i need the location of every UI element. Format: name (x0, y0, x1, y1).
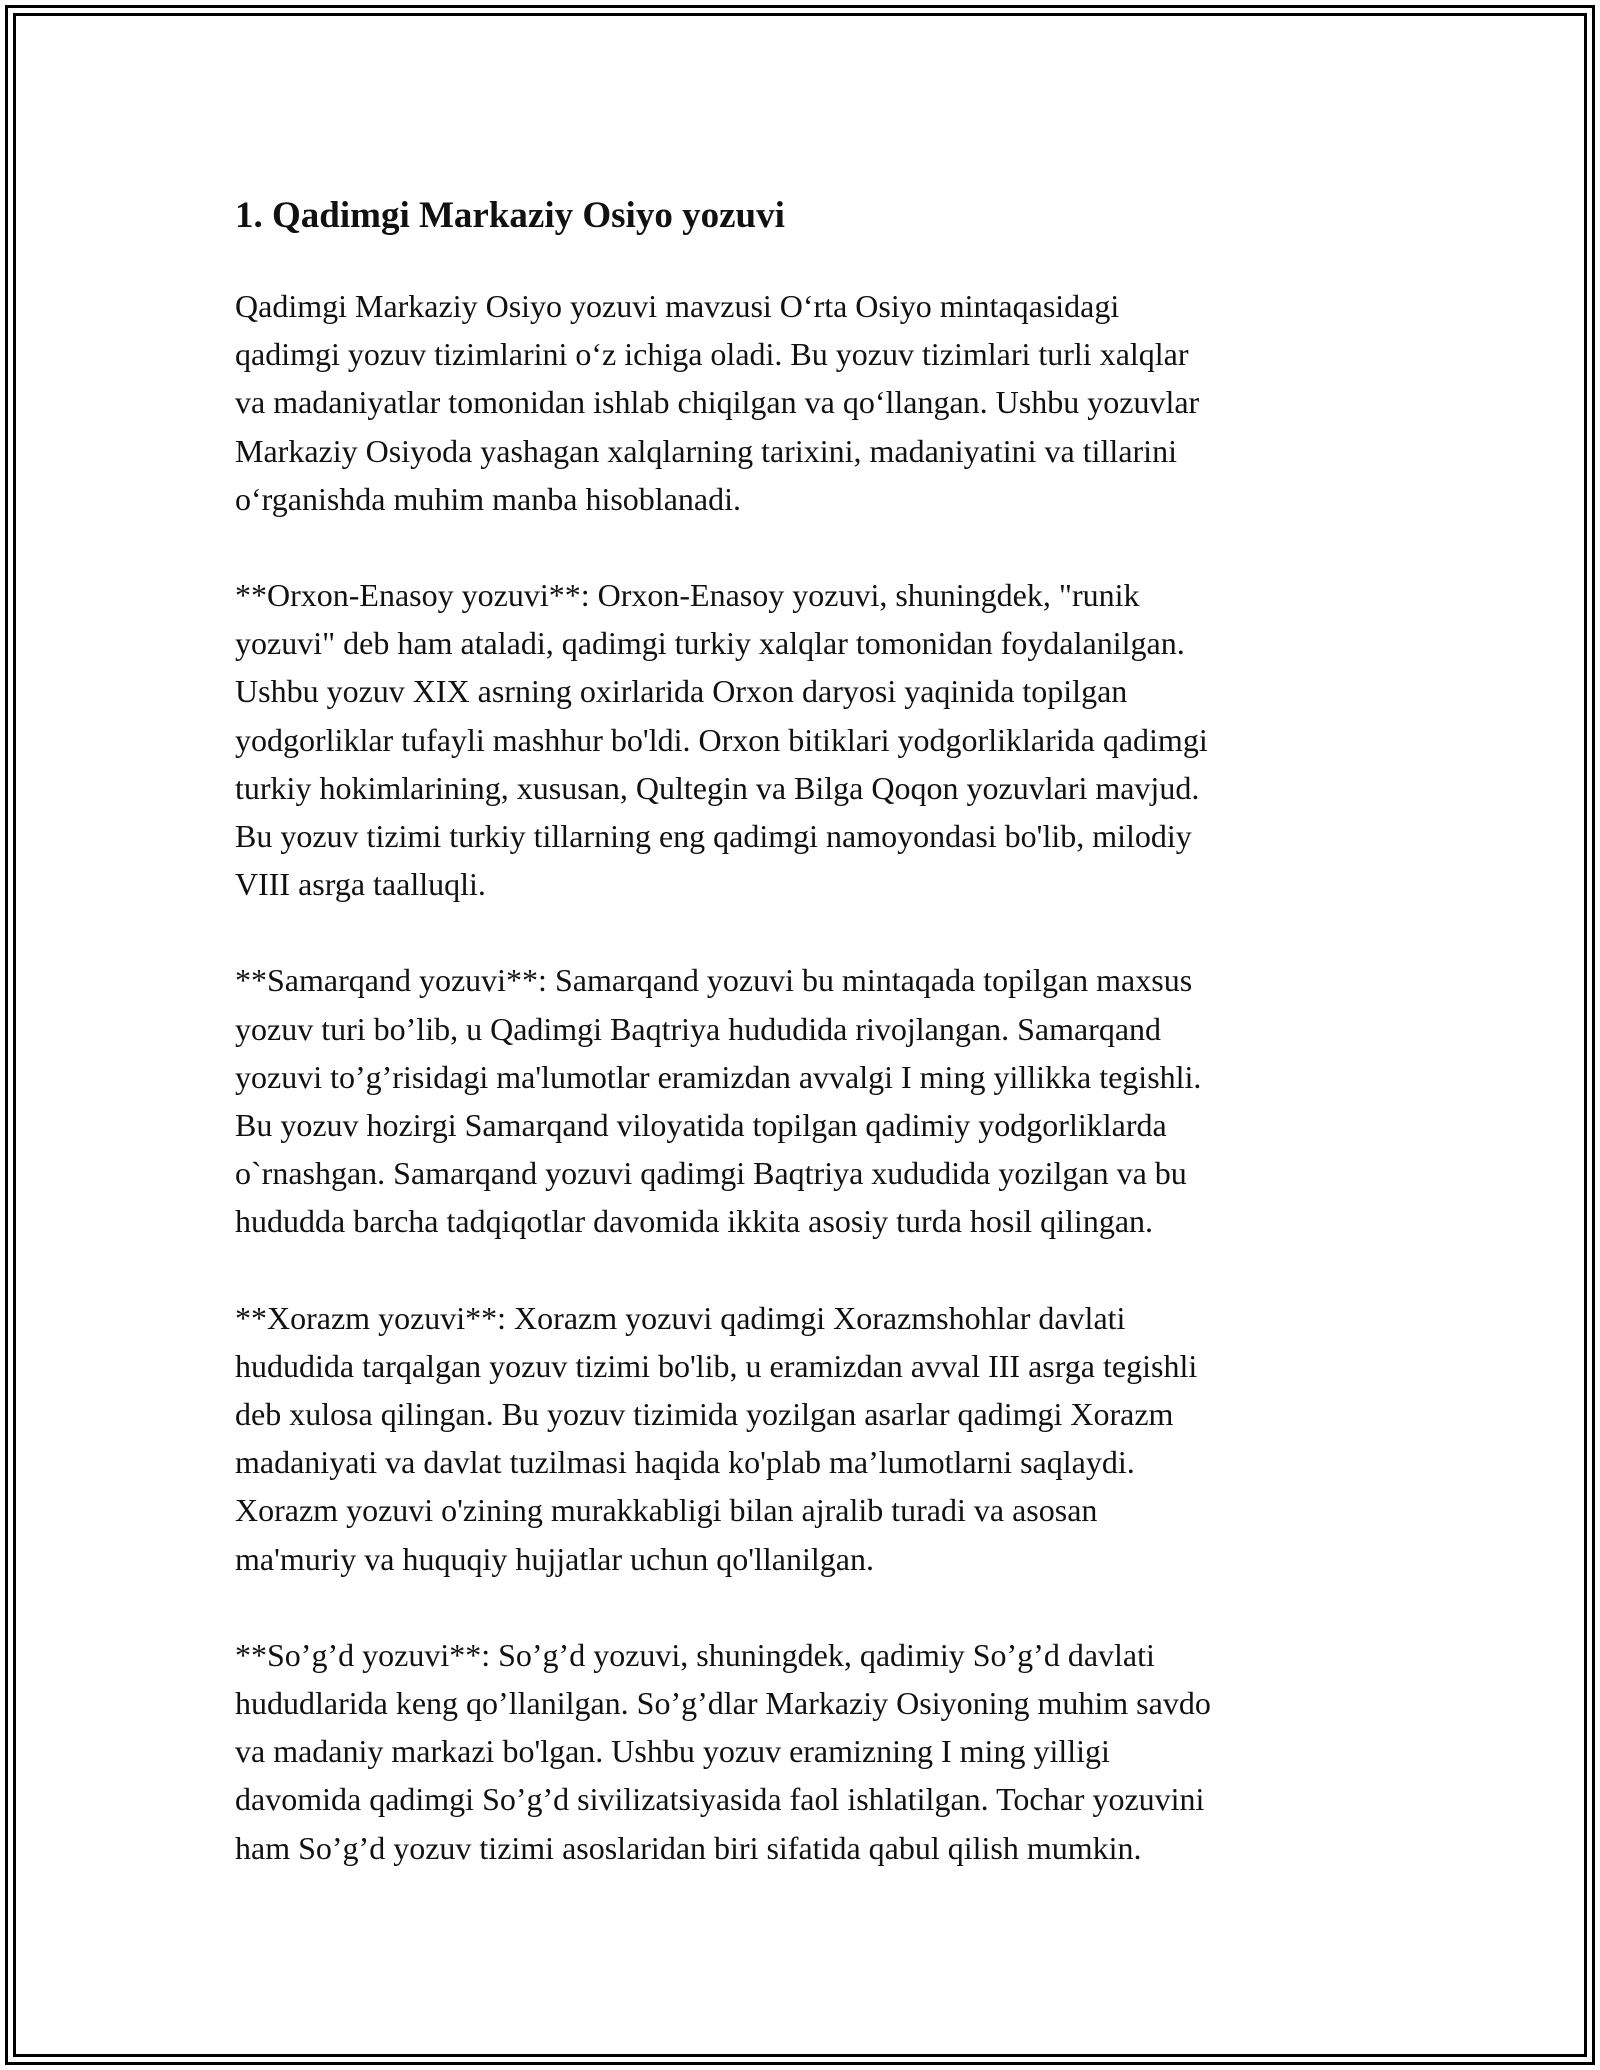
paragraph-samarqand: **Samarqand yozuvi**: Samarqand yozuvi bu mintaqada topilgan maxsus yozuv turi bo’lib, u Qadimgi Baqtriya hududida rivojlangan. Samarqand yozuvi to’g’risidagi ma'lumotlar eramizdan avvalgi I ming yillikka tegishli. Bu yozuv hozirgi Samarqand viloyatida topilgan qadimiy yodgorliklarda o`rnashgan. Samarqand yozuvi qadimgi Baqtriya xududida yozilgan va bu hududda barcha tadqiqotlar davomida ikkita asosiy turda hosil qilingan. (235, 962, 1202, 1240)
paragraph-orxon-enasoy: **Orxon-Enasoy yozuvi**: Orxon-Enasoy yozuvi, shuningdek, "runik yozuvi" deb ham ataladi, qadimgi turkiy xalqlar tomonidan foydalanilgan. Ushbu yozuv XIX asrning oxirlarida Orxon daryosi yaqinida topilgan yodgorliklar tufayli mashhur bo'ldi. Orxon bitiklari yodgorliklarida qadimgi turkiy hokimlarining, xususan, Qultegin va Bilga Qoqon yozuvlari mavjud. Bu yozuv tizimi turkiy tillarning eng qadimgi namoyondasi bo'lib, milodiy VIII asrga taalluqli. (235, 577, 1208, 903)
page-title: 1. Qadimgi Markaziy Osiyo yozuvi (235, 195, 785, 236)
paragraph-intro: Qadimgi Markaziy Osiyo yozuvi mavzusi O‘rta Osiyo mintaqasidagi qadimgi yozuv tizimlarini o‘z ichiga oladi. Bu yozuv tizimlari turli xalqlar va madaniyatlar tomonidan ishlab chiqilgan va qo‘llangan. Ushbu yozuvlar Markaziy Osiyoda yashagan xalqlarning tarixini, madaniyatini va tillarini o‘rganishda muhim manba hisoblanadi. (235, 288, 1200, 517)
document-body (235, 180, 1375, 1920)
paragraph-xorazm: **Xorazm yozuvi**: Xorazm yozuvi qadimgi Xorazmshohlar davlati hududida tarqalgan yozuv tizimi bo'lib, u eramizdan avval III asrga tegishli deb xulosa qilingan. Bu yozuv tizimida yozilgan asarlar qadimgi Xorazm madaniyati va davlat tuzilmasi haqida ko'plab ma’lumotlarni saqlaydi. Xorazm yozuvi o'zining murakkabligi bilan ajralib turadi va asosan ma'muriy va huquqiy hujjatlar uchun qo'llanilgan. (235, 1299, 1198, 1577)
paragraph-sogd: **So’g’d yozuvi**: So’g’d yozuvi, shuningdek, qadimiy So’g’d davlati hududlarida keng qo’llanilgan. So’g’dlar Markaziy Osiyoning muhim savdo va madaniy markazi bo'lgan. Ushbu yozuv eramizning I ming yilligi davomida qadimgi So’g’d sivilizatsiyasida faol ishlatilgan. Tochar yozuvini ham So’g’d yozuv tizimi asoslaridan biri sifatida qabul qilish mumkin. (235, 1636, 1211, 1866)
